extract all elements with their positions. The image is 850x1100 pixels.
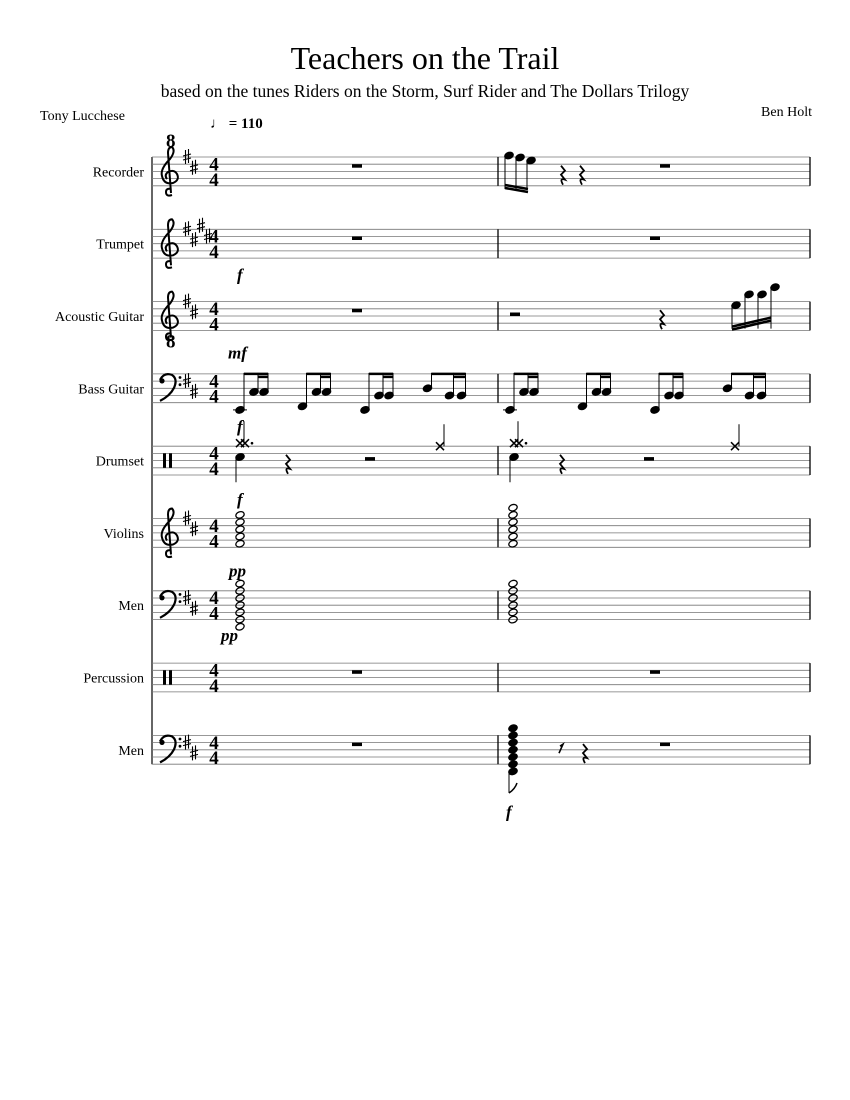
half-rest (510, 313, 520, 317)
tempo-marking: ♩ = 110 (210, 116, 263, 132)
octave-mark: 8 (166, 331, 176, 353)
instrument-name: Violins (103, 526, 144, 542)
dynamic-marking: pp (229, 561, 246, 581)
whole-rest (650, 670, 660, 674)
notehead (235, 525, 245, 534)
notehead (508, 579, 518, 588)
time-signature-top: 4 (209, 515, 219, 537)
bass-clef-icon (160, 736, 176, 763)
bass-clef-dot (159, 740, 164, 745)
quarter-rest (561, 166, 565, 185)
staff-recorder (93, 131, 810, 196)
notehead (508, 724, 518, 733)
sharp-icon (183, 735, 191, 750)
time-signature-bottom: 4 (209, 675, 219, 697)
notehead (508, 745, 518, 754)
notehead (235, 579, 245, 588)
staff-men (118, 588, 810, 624)
bass-clef-dot (179, 745, 182, 748)
quarter-rest (560, 455, 564, 474)
bass-clef-dot (179, 738, 182, 741)
whole-rest (352, 743, 362, 747)
instrument-name: Trumpet (96, 237, 144, 253)
sharp-icon (183, 511, 191, 526)
sharp-icon (183, 590, 191, 605)
time-signature-bottom: 4 (209, 314, 219, 336)
time-signature-top: 4 (209, 299, 219, 320)
dynamic-marking: f (506, 802, 512, 822)
sharp-icon (190, 521, 198, 536)
sharp-icon (190, 384, 198, 399)
time-signature-top: 4 (209, 226, 219, 248)
bass-clef-icon (160, 374, 176, 401)
arranger: Tony Lucchese (40, 109, 125, 124)
notehead (235, 539, 245, 548)
dynamic-marking: f (237, 416, 243, 436)
quarter-rest (660, 310, 664, 329)
quarter-rest (583, 744, 587, 763)
time-signature-bottom: 4 (209, 242, 219, 264)
whole-rest (660, 743, 670, 747)
time-signature-top: 4 (209, 154, 219, 176)
score-title: Teachers on the Trail (290, 40, 560, 76)
whole-rest (352, 309, 362, 313)
instrument-name: Men (118, 599, 144, 615)
time-signature-top: 4 (209, 588, 219, 610)
time-signature-top: 4 (209, 660, 219, 682)
notehead (508, 760, 518, 769)
flag (509, 783, 517, 793)
percussion-clef-icon (163, 453, 166, 467)
time-signature-top: 4 (209, 732, 219, 754)
time-signature-top: 4 (209, 443, 219, 465)
whole-rest (352, 237, 362, 241)
composer: Ben Holt (761, 105, 812, 120)
time-signature-bottom: 4 (209, 459, 219, 480)
dynamic-marking: pp (221, 625, 238, 645)
sharp-icon (190, 160, 198, 175)
eighth-rest (559, 744, 563, 753)
time-signature-bottom: 4 (209, 603, 219, 625)
half-rest (365, 457, 375, 461)
time-signature-bottom: 4 (209, 748, 219, 770)
notehead (508, 753, 518, 762)
staff-violins (104, 509, 810, 558)
notehead (508, 503, 518, 512)
sharp-icon (190, 601, 198, 616)
notehead (508, 532, 518, 541)
whole-rest (660, 164, 670, 168)
sharp-icon (190, 232, 198, 247)
staff-bass-guitar (78, 371, 810, 407)
notehead (508, 539, 518, 548)
quarter-rest (580, 166, 584, 185)
quarter-rest (286, 455, 290, 474)
staff-men (118, 733, 810, 769)
percussion-clef-icon (169, 453, 172, 467)
instrument-name: Men (118, 743, 144, 759)
score-subtitle: based on the tunes Riders on the Storm, Surf Rider and The Dollars Trilogy (160, 81, 690, 101)
notehead (508, 738, 518, 747)
time-signature-top: 4 (209, 371, 219, 393)
bass-clef-dot (159, 378, 164, 383)
dot (251, 442, 254, 445)
bass-clef-dot (179, 600, 182, 603)
whole-rest (352, 670, 362, 674)
staff-acoustic-guitar (55, 292, 810, 353)
notehead (508, 518, 518, 527)
staff-percussion (83, 661, 810, 697)
dynamic-marking: mf (228, 343, 247, 363)
bass-clef-dot (179, 376, 182, 379)
whole-rest (352, 164, 362, 168)
notehead (508, 731, 518, 740)
percussion-clef-icon (169, 670, 172, 684)
sharp-icon (183, 373, 191, 388)
notehead (235, 518, 245, 527)
instrument-name: Drumset (95, 454, 144, 470)
whole-rest (650, 237, 660, 241)
bass-clef-dot (159, 595, 164, 600)
instrument-name: Recorder (92, 165, 144, 181)
sharp-icon (190, 745, 198, 760)
instrument-name: Percussion (83, 671, 144, 687)
octave-mark: 8 (166, 131, 176, 152)
notehead (508, 511, 518, 520)
dynamic-marking: f (237, 265, 243, 285)
sharp-icon (197, 218, 205, 233)
bass-clef-icon (160, 591, 176, 618)
time-signature-bottom: 4 (209, 169, 219, 191)
dynamic-marking: f (237, 490, 243, 510)
sharp-icon (183, 221, 191, 236)
instrument-name: Acoustic Guitar (54, 310, 144, 325)
instrument-name: Bass Guitar (78, 382, 144, 398)
dot (525, 442, 528, 445)
sharp-icon (183, 149, 191, 164)
notehead (235, 532, 245, 541)
time-signature-bottom: 4 (209, 386, 219, 408)
staff-drumset (96, 444, 810, 480)
time-signature-bottom: 4 (209, 531, 219, 553)
notehead (508, 525, 518, 534)
bass-clef-dot (179, 383, 182, 386)
percussion-clef-icon (163, 670, 166, 684)
sharp-icon (183, 294, 191, 309)
staff-trumpet (96, 218, 810, 268)
notehead (235, 511, 245, 520)
sharp-icon (190, 304, 198, 319)
bass-clef-dot (179, 593, 182, 596)
half-rest (644, 457, 654, 461)
